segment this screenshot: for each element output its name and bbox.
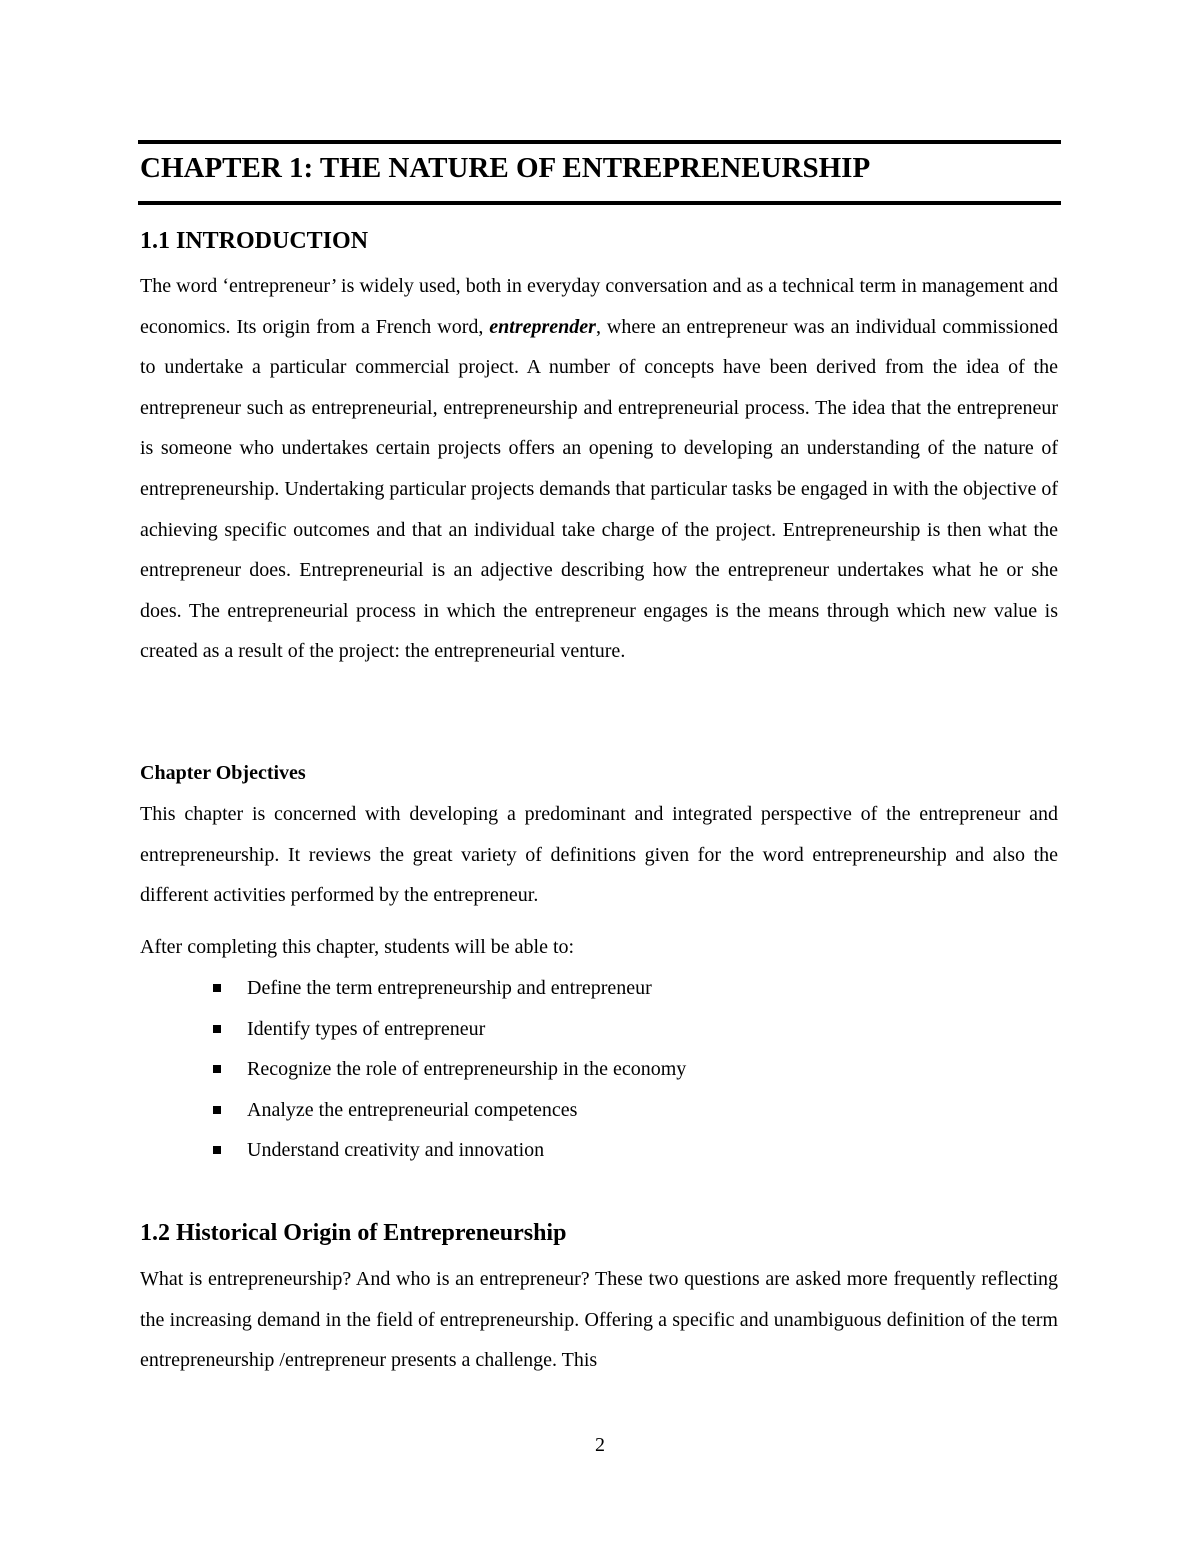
list-item <box>140 1049 686 1090</box>
square-bullet-icon <box>213 984 221 992</box>
list-item-text: Identify types of entrepreneur <box>247 1017 486 1040</box>
objectives-heading: Chapter Objectives <box>140 762 306 784</box>
objectives-list <box>140 968 686 1171</box>
list-item-text: Recognize the role of entrepreneurship in the economy <box>247 1058 687 1081</box>
objectives-paragraph: This chapter is concerned with developing a predominant and integrated perspective of the entrepreneur and entrepreneurship. It reviews the great variety of definitions given for the word entrepreneurship and also the different activities performed by the entrepreneur. <box>140 803 1058 907</box>
square-bullet-icon <box>213 1146 221 1154</box>
title-bottom-rule <box>138 201 1061 205</box>
square-bullet-icon <box>213 1025 221 1033</box>
page-number: 2 <box>595 1434 605 1456</box>
history-heading: 1.2 Historical Origin of Entrepreneurship <box>140 1220 567 1246</box>
list-item-text: Define the term entrepreneurship and entrepreneur <box>247 977 652 999</box>
history-paragraph: What is entrepreneurship? And who is an entrepreneur? These two questions are asked more frequently reflecting the increasing demand in the field of entrepreneurship. Offering a specific and unambiguous definition of the term entrepreneurship /entrepreneur presents a challenge. This <box>140 1268 1058 1372</box>
emphasis-term: entreprender <box>489 315 596 338</box>
list-item <box>140 1130 686 1171</box>
introduction-heading: 1.1 INTRODUCTION <box>140 228 369 254</box>
list-item <box>140 1090 686 1131</box>
list-item <box>140 1009 686 1050</box>
chapter-title: CHAPTER 1: THE NATURE OF ENTREPRENEURSHIP <box>140 152 871 184</box>
list-item-text: Analyze the entrepreneurial competences <box>247 1098 578 1121</box>
square-bullet-icon <box>213 1106 221 1114</box>
objectives-lead-in: After completing this chapter, students will be able to: <box>140 936 575 958</box>
list-item-text: Understand creativity and innovation <box>247 1139 545 1162</box>
introduction-text-part2: , where an entrepreneur was an individual commissioned to undertake a particular commercial project. A number of concepts have been derived from the idea of the entrepreneur such as entrepreneurial, entrepreneurship and entrepreneurial process. The idea that the entrepreneur is someone who undertakes certain projects offers an opening to developing an understanding of the nature of entrepreneurship. Undertaking particular projects demands that particular tasks be engaged in with the objective of achieving specific outcomes and that an individual take charge of the project. Entrepreneurship is then what the entrepreneur does. Entrepreneurial is an adjective describing how the entrepreneur undertakes what he or she does. The entrepreneurial process in which the entrepreneur engages is the means through which new value is created as a result of the project: the entrepreneurial venture. <box>140 315 1059 663</box>
square-bullet-icon <box>213 1065 221 1073</box>
introduction-text-part1: The word ‘entrepreneur’ is widely used, both in everyday conversation and as a technical term in management and economics. Its origin from a French word, <box>140 275 1058 338</box>
list-item <box>140 968 686 1009</box>
introduction-paragraph <box>140 266 1058 672</box>
